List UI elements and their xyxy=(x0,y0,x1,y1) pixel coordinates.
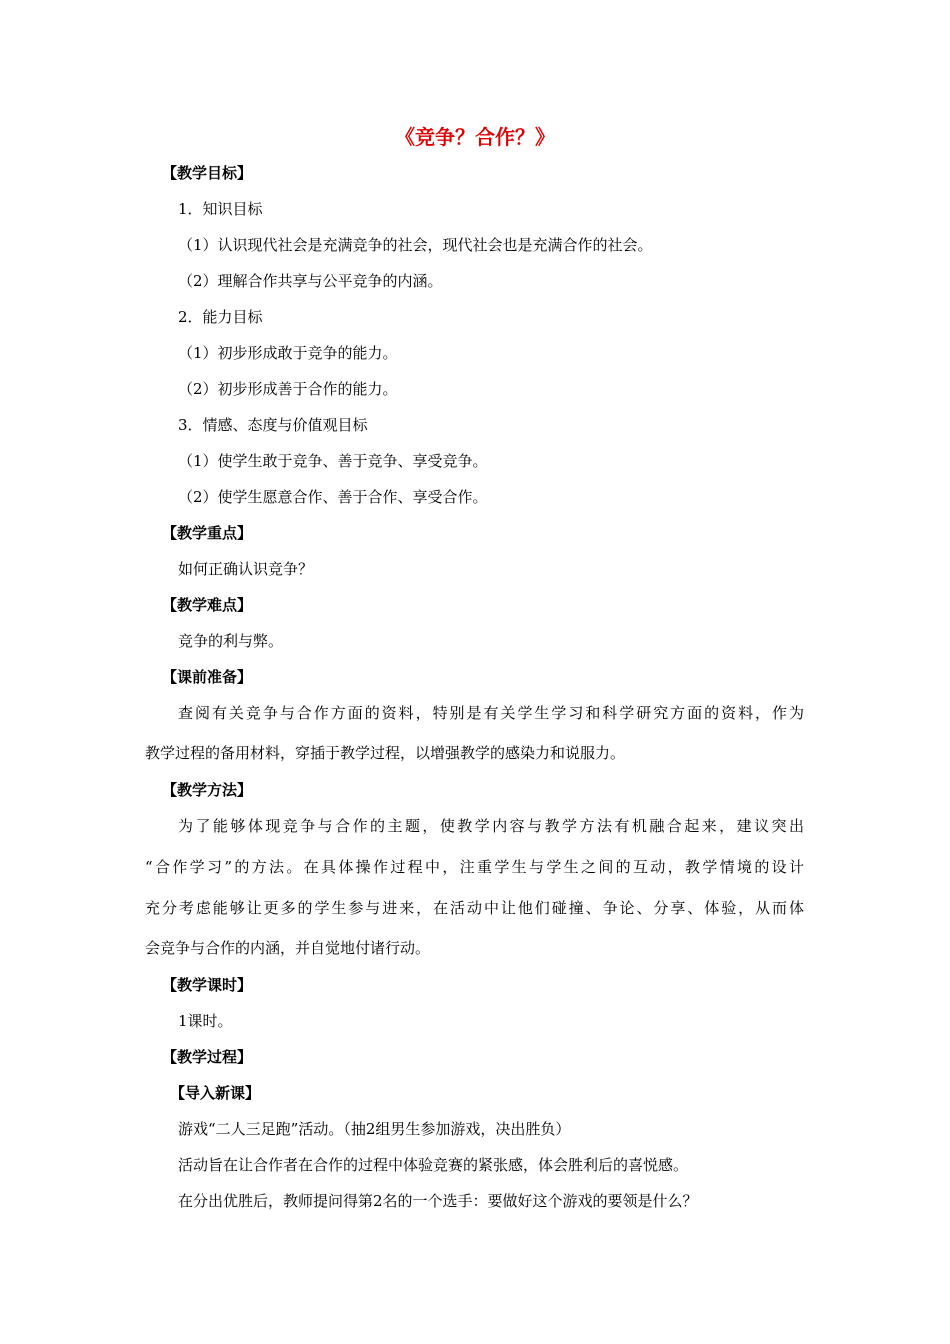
method-heading: 【教学方法】 xyxy=(162,781,253,799)
goal-emotion-item-1: （1）使学生敢于竞争、善于竞争、享受竞争。 xyxy=(178,452,488,470)
difficulty-heading: 【教学难点】 xyxy=(162,596,253,614)
goal-ability-item-1: （1）初步形成敢于竞争的能力。 xyxy=(178,344,398,362)
process-paragraph-3: 在分出优胜后，教师提问得第2名的一个选手：要做好这个游戏的要领是什么？ xyxy=(178,1192,698,1210)
goal-knowledge-item-2: （2）理解合作共享与公平竞争的内涵。 xyxy=(178,272,443,290)
process-paragraph-2: 活动旨在让合作者在合作的过程中体验竞赛的紧张感，体会胜利后的喜悦感。 xyxy=(178,1156,689,1174)
goal-knowledge-item-1: （1）认识现代社会是充满竞争的社会，现代社会也是充满合作的社会。 xyxy=(178,236,653,254)
hours-text: 1课时。 xyxy=(178,1012,233,1030)
method-line-1: 为了能够体现竞争与合作的主题，使教学内容与教学方法有机融合起来，建议突出 xyxy=(178,817,804,835)
preparation-line-2: 教学过程的备用材料，穿插于教学过程，以增强教学的感染力和说服力。 xyxy=(145,744,626,762)
hours-heading: 【教学课时】 xyxy=(162,976,253,994)
goal-ability-item-2: （2）初步形成善于合作的能力。 xyxy=(178,380,398,398)
method-line-3: 充分考虑能够让更多的学生参与进来，在活动中让他们碰撞、争论、分享、体验，从而体 xyxy=(145,899,804,917)
preparation-heading: 【课前准备】 xyxy=(162,668,253,686)
goal-emotion-item-2: （2）使学生愿意合作、善于合作、享受合作。 xyxy=(178,488,488,506)
method-line-2: “合作学习”的方法。在具体操作过程中，注重学生与学生之间的互动，教学情境的设计 xyxy=(145,858,804,876)
method-line-4: 会竞争与合作的内涵，并自觉地付诸行动。 xyxy=(145,939,431,957)
document-title: 《竞争？合作？》 xyxy=(395,125,555,149)
key-point-heading: 【教学重点】 xyxy=(162,524,253,542)
goals-heading: 【教学目标】 xyxy=(162,164,253,182)
preparation-line-1: 查阅有关竞争与合作方面的资料，特别是有关学生学习和科学研究方面的资料，作为 xyxy=(178,704,804,722)
key-point-text: 如何正确认识竞争？ xyxy=(178,560,314,578)
intro-heading: 【导入新课】 xyxy=(170,1084,261,1102)
goal-emotion-label: 3．情感、态度与价值观目标 xyxy=(178,416,368,434)
goal-knowledge-label: 1．知识目标 xyxy=(178,200,263,218)
goal-ability-label: 2．能力目标 xyxy=(178,308,263,326)
difficulty-text: 竞争的利与弊。 xyxy=(178,632,284,650)
process-paragraph-1: 游戏“二人三足跑”活动。（抽2组男生参加游戏，决出胜负） xyxy=(178,1120,571,1138)
process-heading: 【教学过程】 xyxy=(162,1048,253,1066)
